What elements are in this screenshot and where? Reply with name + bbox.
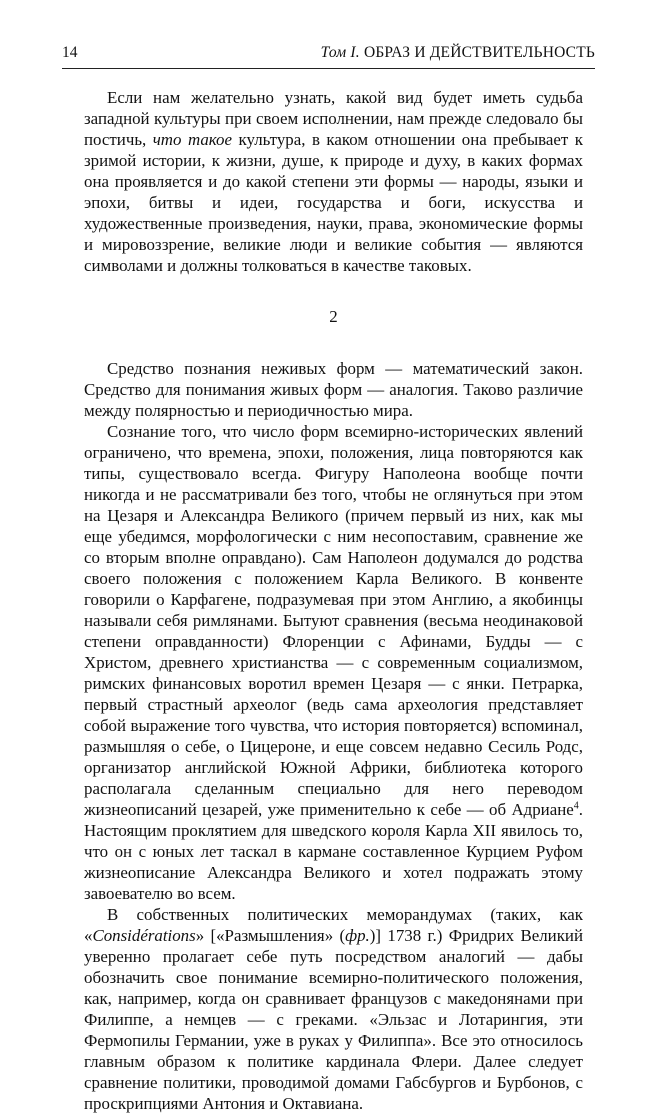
italic-run: фр.: [345, 926, 370, 945]
italic-run: Considérations: [92, 926, 196, 945]
section-number: 2: [329, 307, 338, 326]
header-rule: [62, 68, 595, 69]
paragraph-intro: [84, 87, 583, 276]
text-run: В собственных политических меморандумах (таких, как «: [84, 905, 583, 945]
page-body: [84, 87, 583, 1114]
running-header: [62, 44, 595, 66]
page-number: 14: [62, 44, 78, 61]
text-run: )] 1738 г.) Фридрих Великий уверенно пролагает себе путь посредством аналогий — дабы обозначить свое понимание всемирно-политического положения, как, например, когда он сравнивает французов с македонянами при Филиппе, а немцев — с греками. «Эльзас и Лотарингия, эти Фермопилы Германии, уже в руках у Филиппа». Все это относилось главным образом к политике кардинала Флери. Далее следует сравнение политики, проводимой домами Габсбургов и Бурбонов, с проскрипциями Антония и Октавиана.: [84, 926, 583, 1113]
book-title: ОБРАЗ И ДЕЙСТВИТЕЛЬНОСТЬ: [363, 44, 595, 61]
text-run: культура, в каком отношении она пребывает к зримой истории, к жизни, душе, к природе и духу, в каких формах она проявляется и до какой степени эти формы — народы, языки и эпохи, битвы и идеи, государства и боги, искусства и художественные произведения, науки, права, экономические формы и мировоззрение, великие люди и великие события — являются символами и должны толковаться в качестве таковых.: [84, 130, 583, 275]
paragraph-1: Средство познания неживых форм — математический закон. Средство для понимания живых форм — аналогия. Таково различие между полярностью и периодичностью мира.: [84, 359, 583, 420]
italic-run: что такое: [152, 130, 233, 149]
paragraph-3: [84, 904, 583, 1114]
running-title: [321, 44, 595, 62]
paragraph-2: [84, 421, 583, 904]
text-run: . Настоящим проклятием для шведского короля Карла XII явилось то, что он с юных лет таскал в кармане составленное Курцием Руфом жизнеописание Александра Великого и хотел подражать этому завоевателю во всем.: [84, 800, 583, 903]
footnote-marker[interactable]: 4: [573, 800, 579, 812]
volume-label: Том I.: [320, 44, 360, 61]
text-run: Если нам желательно узнать, какой вид будет иметь судьба западной культуры при своем исполнении, нам прежде следовало бы постичь,: [84, 88, 583, 149]
text-run: Сознание того, что число форм всемирно-исторических явлений ограничено, что времена, эпохи, положения, лица повторяются как типы, существовало всегда. Фигуру Наполеона вообще почти никогда и не рассматривали без того, чтобы не оглянуться при этом на Цезаря и Александра Великого (причем первый из них, как мы еще убедимся, морфологически с ним несопоставим, сравнение же со вторым вполне оправдано). Сам Наполеон додумался до родства своего положения с положением Карла Великого. В конвенте говорили о Карфагене, подразумевая при этом Англию, а якобинцы называли себя римлянами. Бытуют сравнения (весьма неодинаковой степени оправданности) Флоренции с Афинами, Будды — с Христом, древнего христианства — с современным социализмом, римских финансовых воротил времен Цезаря — с янки. Петрарка, первый страстный археолог (ведь сама археология представляет собой выражение того чувства, что история повторяется) вспоминал, размышляя о себе, о Цицероне, и еще совсем недавно Сесиль Родс, организатор английской Южной Африки, библиотека которого располагала сделанным специально для него переводом жизнеописаний цезарей, уже применительно к себе — об Адриане: [84, 422, 583, 819]
text-run: » [«Размышления» (: [195, 926, 346, 945]
